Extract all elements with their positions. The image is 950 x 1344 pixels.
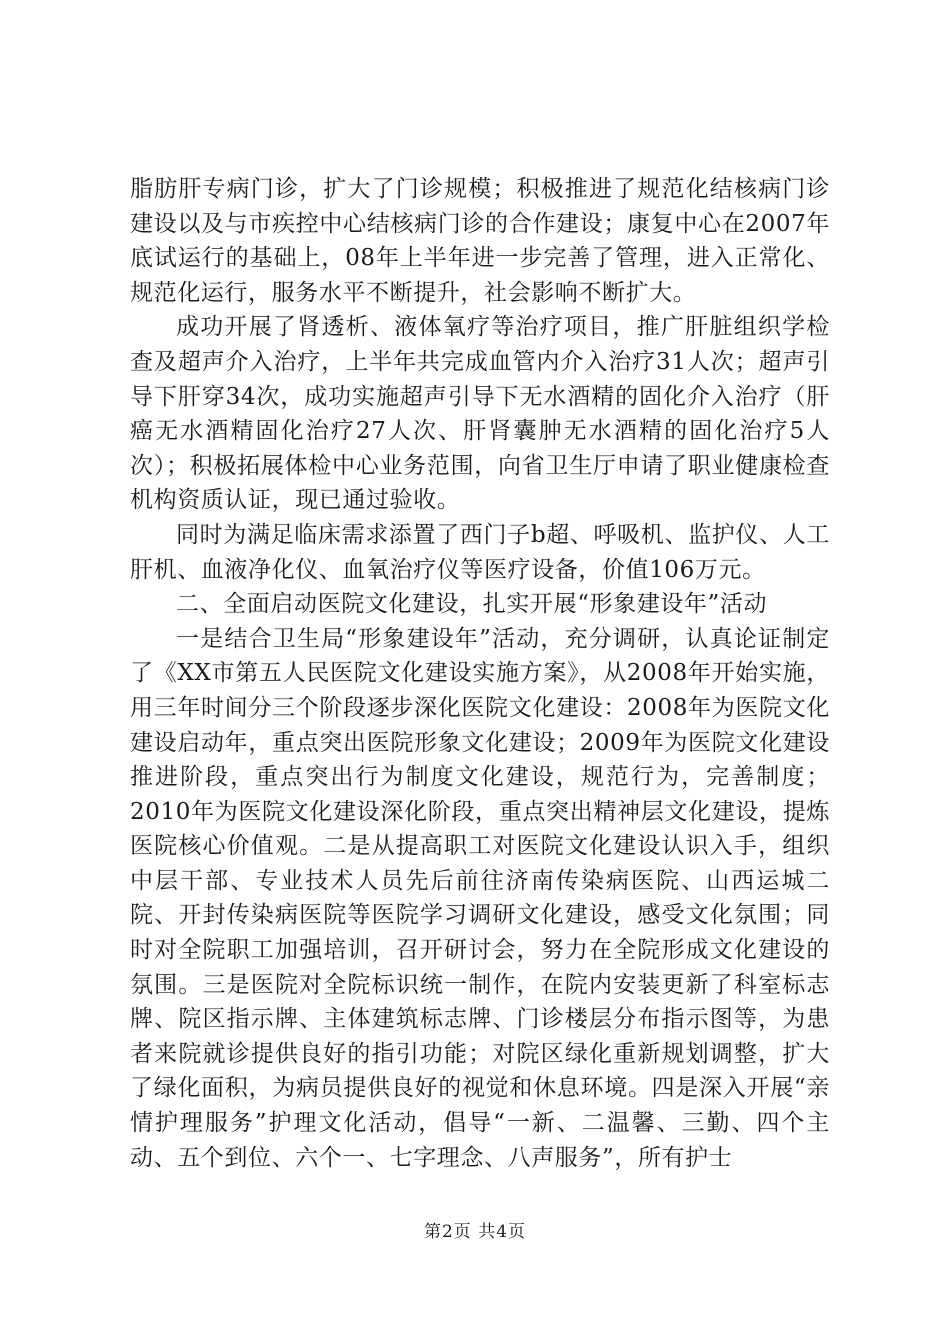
paragraph-treatment-projects: 成功开展了肾透析、液体氧疗等治疗项目，推广肝脏组织学检查及超声介入治疗，上半年共完成血管内介入治疗31人次；超声引导下肝穿34次，成功实施超声引导下无水酒精的固化介入治疗（肝癌无水酒精固化治疗27人次、肝肾囊肿无水酒精的固化治疗5人次）；积极拓展体检中心业务范围，向省卫生厅申请了职业健康检查机构资质认证，现已通过验收。 [130,314,830,514]
paragraph-equipment: 同时为满足临床需求添置了西门子b超、呼吸机、监护仪、人工肝机、血液净化仪、血氧治疗仪等医疗设备，价值106万元。 [130,521,830,583]
section-heading-culture: 二、全面启动医院文化建设，扎实开展“形象建设年”活动 [176,591,768,618]
paragraph-continuation: 脂肪肝专病门诊，扩大了门诊规模；积极推进了规范化结核病门诊建设以及与市疾控中心结核病门诊的合作建设；康复中心在2007年底试运行的基础上，08年上半年进一步完善了管理，进入正常化、规范化运行，服务水平不断提升，社会影响不断扩大。 [130,176,830,306]
paragraph-culture-details: 一是结合卫生局“形象建设年”活动，充分调研，认真论证制定了《XX市第五人民医院文化建设实施方案》，从2008年开始实施，用三年时间分三个阶段逐步深化医院文化建设：2008年为医院文化建设启动年，重点突出医院形象文化建设；2009年为医院文化建设推进阶段，重点突出行为制度文化建设，规范行为，完善制度；2010年为医院文化建设深化阶段，重点突出精神层文化建设，提炼医院核心价值观。二是从提高职工对医院文化建设认识入手，组织中层干部、专业技术人员先后前往济南传染病医院、山西运城二院、开封传染病医院等医院学习调研文化建设，感受文化氛围；同时对全院职工加强培训，召开研讨会，努力在全院形成文化建设的氛围。三是医院对全院标识统一制作，在院内安装更新了科室标志牌、院区指示牌、主体建筑标志牌、门诊楼层分布指示图等，为患者来院就诊提供良好的指引功能；对院区绿化重新规划调整，扩大了绿化面积，为病员提供良好的视觉和休息环境。四是深入开展“亲情护理服务”护理文化活动，倡导“一新、二温馨、三勤、四个主动、五个到位、六个一、七字理念、八声服务”，所有护士 [130,625,830,1171]
page-footer: 第2页 共4页 [423,1222,527,1242]
document-body [130,172,830,1175]
